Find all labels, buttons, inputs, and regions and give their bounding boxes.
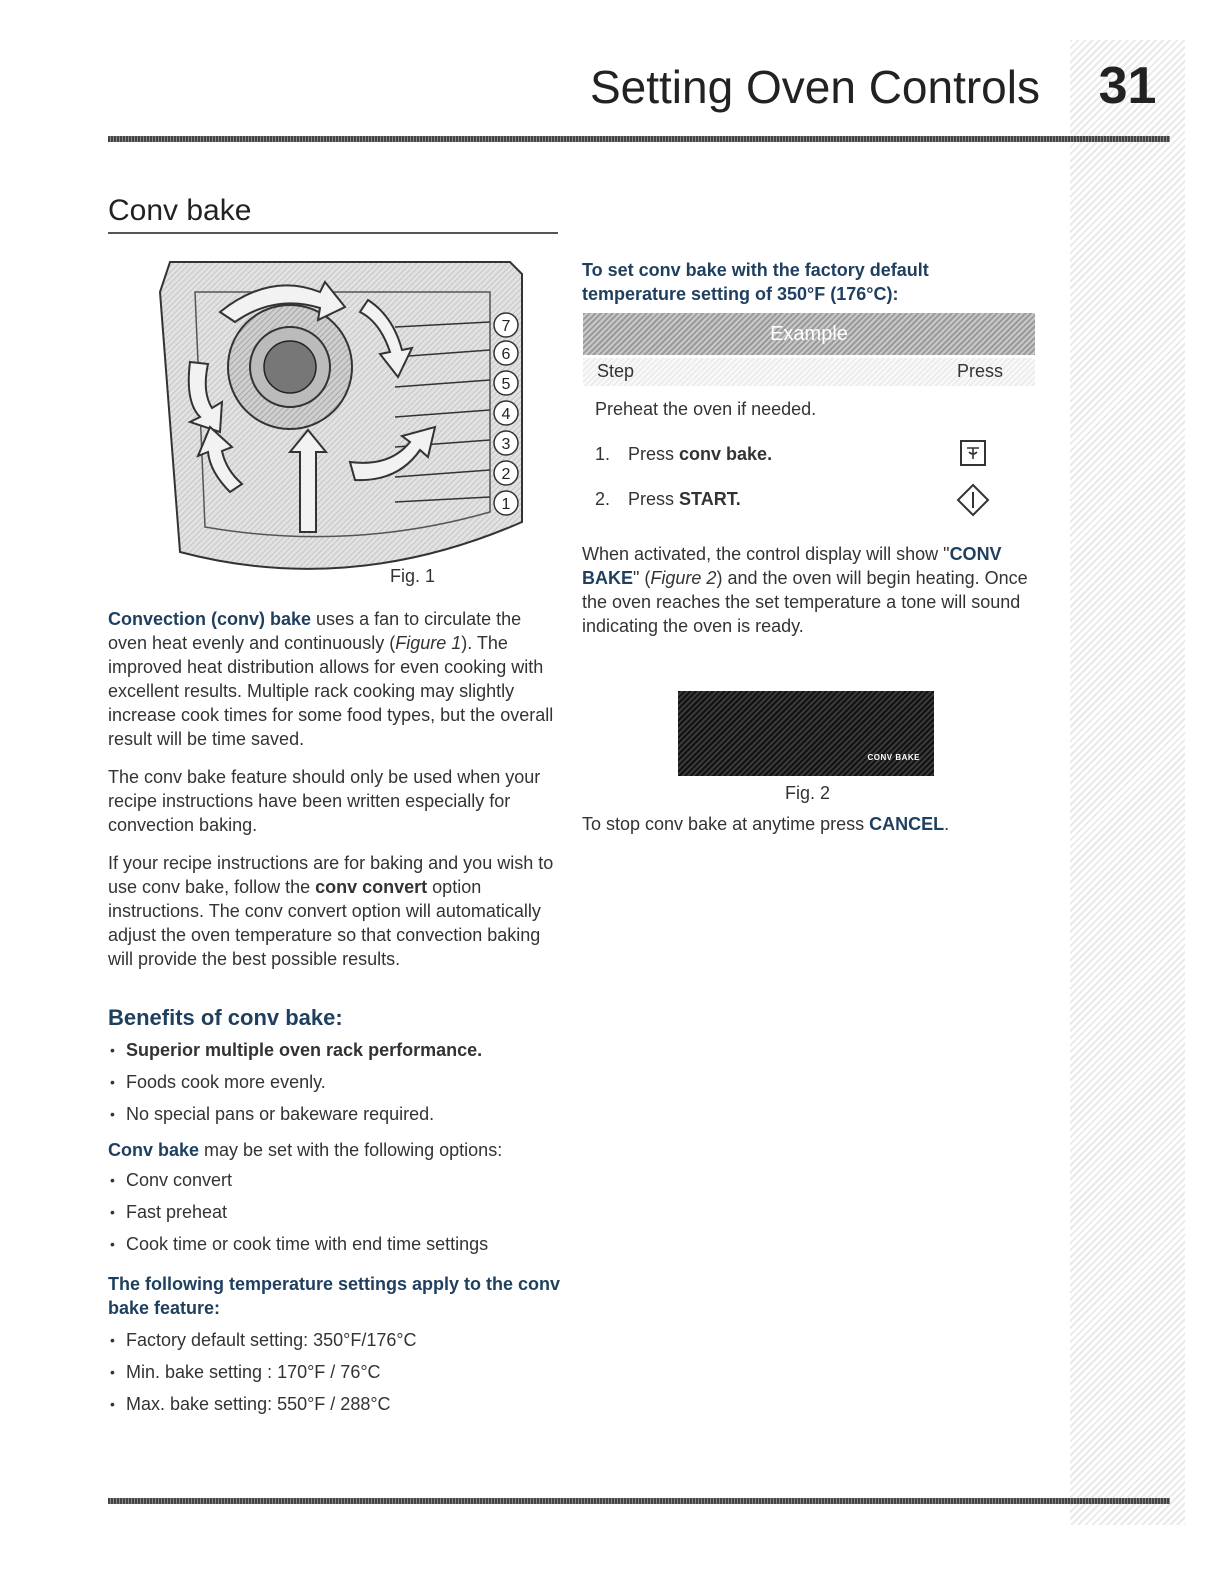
- options-intro-bold: Conv bake: [108, 1140, 200, 1160]
- intro-paragraph: [108, 607, 563, 751]
- rack-position-4: [494, 401, 518, 425]
- rack-position-2: [494, 461, 518, 485]
- stop-end: .: [944, 814, 950, 834]
- stop-text: To stop conv bake at anytime press: [582, 814, 870, 834]
- page-title: Setting Oven Controls: [589, 61, 1040, 113]
- step-2: [595, 489, 741, 510]
- benefits-title: Benefits of conv bake:: [108, 1005, 343, 1030]
- intro-text: uses a fan to circulate the oven heat evenly and continuously (: [108, 609, 522, 653]
- activation-text: When activated, the control display will show ": [582, 544, 950, 564]
- svg-text:1: 1: [501, 496, 511, 513]
- example-label: Example: [770, 322, 848, 345]
- example-header: [583, 313, 1035, 355]
- intro-text-rest: ). The improved heat distribution allows for even cooking with excellent results. Multiple rack cooking may slightly increase cook times for some food types, but the overall result will be time saved.: [108, 633, 554, 749]
- conv-bake-key-icon: [960, 440, 986, 466]
- activation-bold: CONV BAKE: [582, 544, 1002, 588]
- activation-text-2: " (: [633, 568, 651, 588]
- rack-position-5: [494, 371, 518, 395]
- step-1-number: 1.: [595, 444, 611, 464]
- cancel-key: CANCEL: [869, 814, 945, 834]
- step-1: [595, 444, 772, 465]
- conv-convert-paragraph: [108, 851, 563, 971]
- intro-figure-ref: Figure 1: [395, 633, 462, 653]
- display-text: CONV BAKE: [867, 753, 920, 762]
- list-item: • Min. bake setting : 170°F / 76°C: [108, 1360, 563, 1384]
- options-list: [108, 1168, 563, 1256]
- list-item: • Superior multiple oven rack performance.: [108, 1038, 563, 1062]
- list-item: • No special pans or bakeware required.: [108, 1102, 563, 1126]
- step-1-key: conv bake.: [679, 444, 773, 464]
- activation-figure-ref: Figure 2: [650, 568, 717, 588]
- list-item: • Factory default setting: 350°F/176°C: [108, 1328, 563, 1352]
- decorative-side-strip: [1070, 40, 1185, 1525]
- svg-text:2: 2: [501, 466, 511, 483]
- step-press-header: [583, 358, 1035, 386]
- svg-text:4: 4: [501, 406, 511, 423]
- intro-bold: Convection (conv) bake: [108, 609, 312, 629]
- options-intro: [108, 1138, 563, 1162]
- convection-only-paragraph: The conv bake feature should only be used when your recipe instructions have been written especially for convection baking.: [108, 767, 541, 835]
- stop-instruction: [582, 814, 949, 835]
- step-label: Step: [597, 361, 635, 381]
- temperature-settings-list: [108, 1328, 563, 1416]
- rack-position-7: [494, 313, 518, 337]
- benefits-block: [108, 1038, 563, 1424]
- instructions-heading: To set conv bake with the factory default temperature setting of 350°F (176°C):: [582, 260, 929, 304]
- rack-position-1: [494, 491, 518, 515]
- figure-2-caption: Fig. 2: [785, 783, 831, 803]
- header-divider: [108, 136, 1170, 142]
- conv-convert-bold: conv convert: [315, 877, 428, 897]
- list-item: • Cook time or cook time with end time settings: [108, 1232, 563, 1256]
- rack-position-3: [494, 431, 518, 455]
- activation-paragraph: [582, 542, 1034, 638]
- footer-divider: [108, 1498, 1170, 1504]
- list-item: • Foods cook more evenly.: [108, 1070, 563, 1094]
- step-2-number: 2.: [595, 489, 611, 509]
- section-title: Conv bake: [108, 194, 252, 227]
- activation-text-3: ) and the oven will begin heating. Once the oven reaches the set temperature a tone will sound indicating the oven is ready.: [582, 568, 1028, 636]
- svg-text:6: 6: [501, 346, 511, 363]
- options-intro-text: may be set with the following options:: [199, 1140, 503, 1160]
- conv-convert-text: If your recipe instructions are for baking and you wish to use conv bake, follow the: [108, 853, 554, 897]
- benefits-list: [108, 1038, 563, 1126]
- step-1-text: Press: [628, 444, 680, 464]
- conv-convert-text-rest: option instructions. The conv convert option will automatically adjust the oven temperature so that convection baking will provide the best possible results.: [108, 877, 541, 969]
- step-2-key: START.: [679, 489, 741, 509]
- step-2-text: Press: [628, 489, 680, 509]
- list-item: • Conv convert: [108, 1168, 563, 1192]
- list-item: • Max. bake setting: 550°F / 288°C: [108, 1392, 563, 1416]
- temperature-settings-heading: The following temperature settings apply to the conv bake feature:: [108, 1274, 561, 1318]
- list-item: • Fast preheat: [108, 1200, 563, 1224]
- rack-position-6: [494, 341, 518, 365]
- svg-text:7: 7: [501, 318, 511, 335]
- left-column-paragraphs: [108, 607, 563, 985]
- svg-text:5: 5: [501, 376, 511, 393]
- figure-1-caption: Fig. 1: [390, 566, 436, 586]
- svg-text:3: 3: [501, 436, 511, 453]
- preheat-instruction: Preheat the oven if needed.: [595, 399, 817, 419]
- page-number: 31: [1098, 57, 1157, 115]
- press-label: Press: [956, 361, 1003, 381]
- control-display: [678, 691, 934, 776]
- oven-convection-illustration: [150, 252, 550, 582]
- start-key-icon: [956, 483, 990, 517]
- section-divider: [108, 232, 558, 234]
